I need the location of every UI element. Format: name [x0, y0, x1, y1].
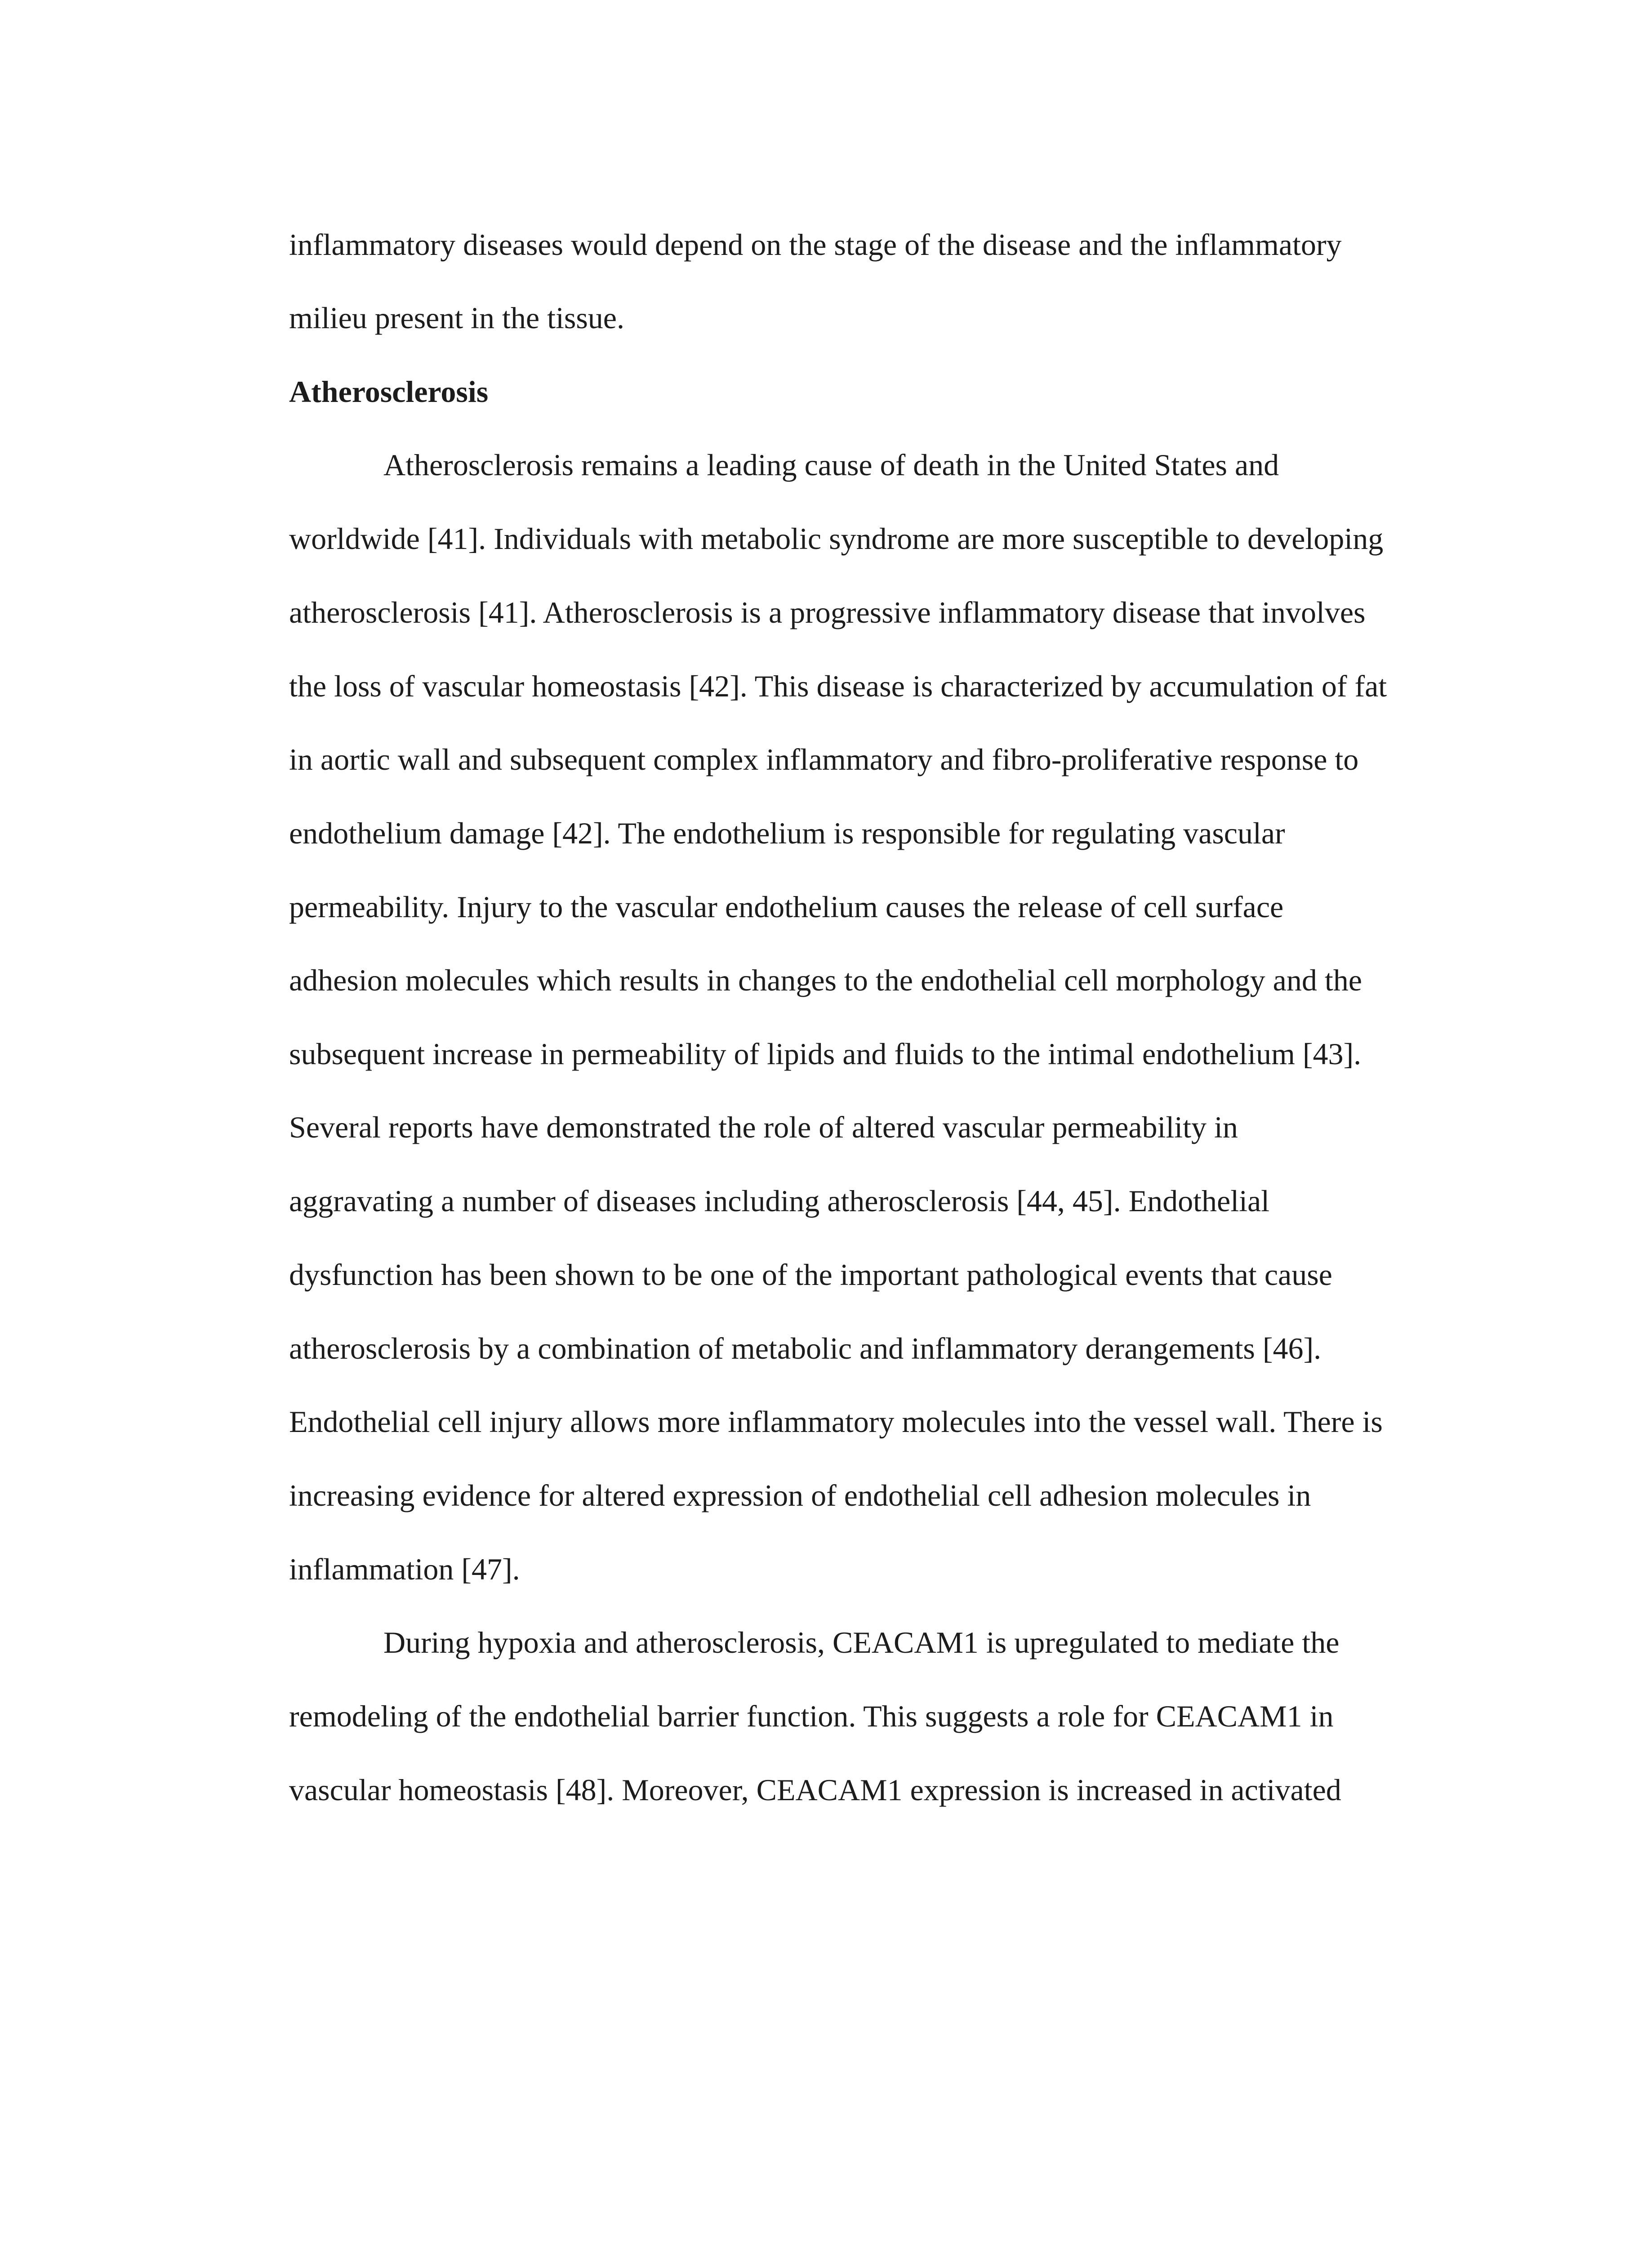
section-heading: Atherosclerosis: [289, 375, 489, 409]
body-text-line: milieu present in the tissue.: [289, 301, 624, 335]
body-text-line: aggravating a number of diseases including atherosclerosis [44, 45]. Endothelial: [289, 1184, 1270, 1218]
body-text-line: atherosclerosis [41]. Atherosclerosis is a progressive inflammatory disease that involves: [289, 595, 1366, 629]
body-text-line: dysfunction has been shown to be one of the important pathological events that cause: [289, 1258, 1332, 1292]
body-text-line: subsequent increase in permeability of lipids and fluids to the intimal endothelium [43].: [289, 1037, 1362, 1071]
body-text-line: atherosclerosis by a combination of metabolic and inflammatory derangements [46].: [289, 1331, 1322, 1365]
body-text-line: in aortic wall and subsequent complex inflammatory and fibro-proliferative response to: [289, 742, 1359, 776]
body-text-line: the loss of vascular homeostasis [42]. This disease is characterized by accumulation of fat: [289, 669, 1387, 703]
body-text-line: Several reports have demonstrated the role of altered vascular permeability in: [289, 1110, 1238, 1144]
body-text-line: worldwide [41]. Individuals with metabolic syndrome are more susceptible to developing: [289, 522, 1384, 556]
body-text-line: remodeling of the endothelial barrier function. This suggests a role for CEACAM1 in: [289, 1699, 1334, 1733]
body-text-line: adhesion molecules which results in changes to the endothelial cell morphology and the: [289, 963, 1362, 997]
body-text-line: endothelium damage [42]. The endothelium is responsible for regulating vascular: [289, 816, 1285, 850]
body-text-line: inflammatory diseases would depend on the stage of the disease and the inflammatory: [289, 227, 1342, 262]
body-text-line: Atherosclerosis remains a leading cause of death in the United States and: [383, 448, 1279, 482]
body-text-line: permeability. Injury to the vascular endothelium causes the release of cell surface: [289, 890, 1284, 924]
body-text-line: increasing evidence for altered expression of endothelial cell adhesion molecules in: [289, 1478, 1311, 1512]
body-text-line: During hypoxia and atherosclerosis, CEACAM1 is upregulated to mediate the: [383, 1625, 1340, 1659]
body-text-line: Endothelial cell injury allows more inflammatory molecules into the vessel wall. There is: [289, 1405, 1383, 1439]
body-text-line: inflammation [47].: [289, 1552, 520, 1586]
body-text-line: vascular homeostasis [48]. Moreover, CEACAM1 expression is increased in activated: [289, 1773, 1341, 1807]
